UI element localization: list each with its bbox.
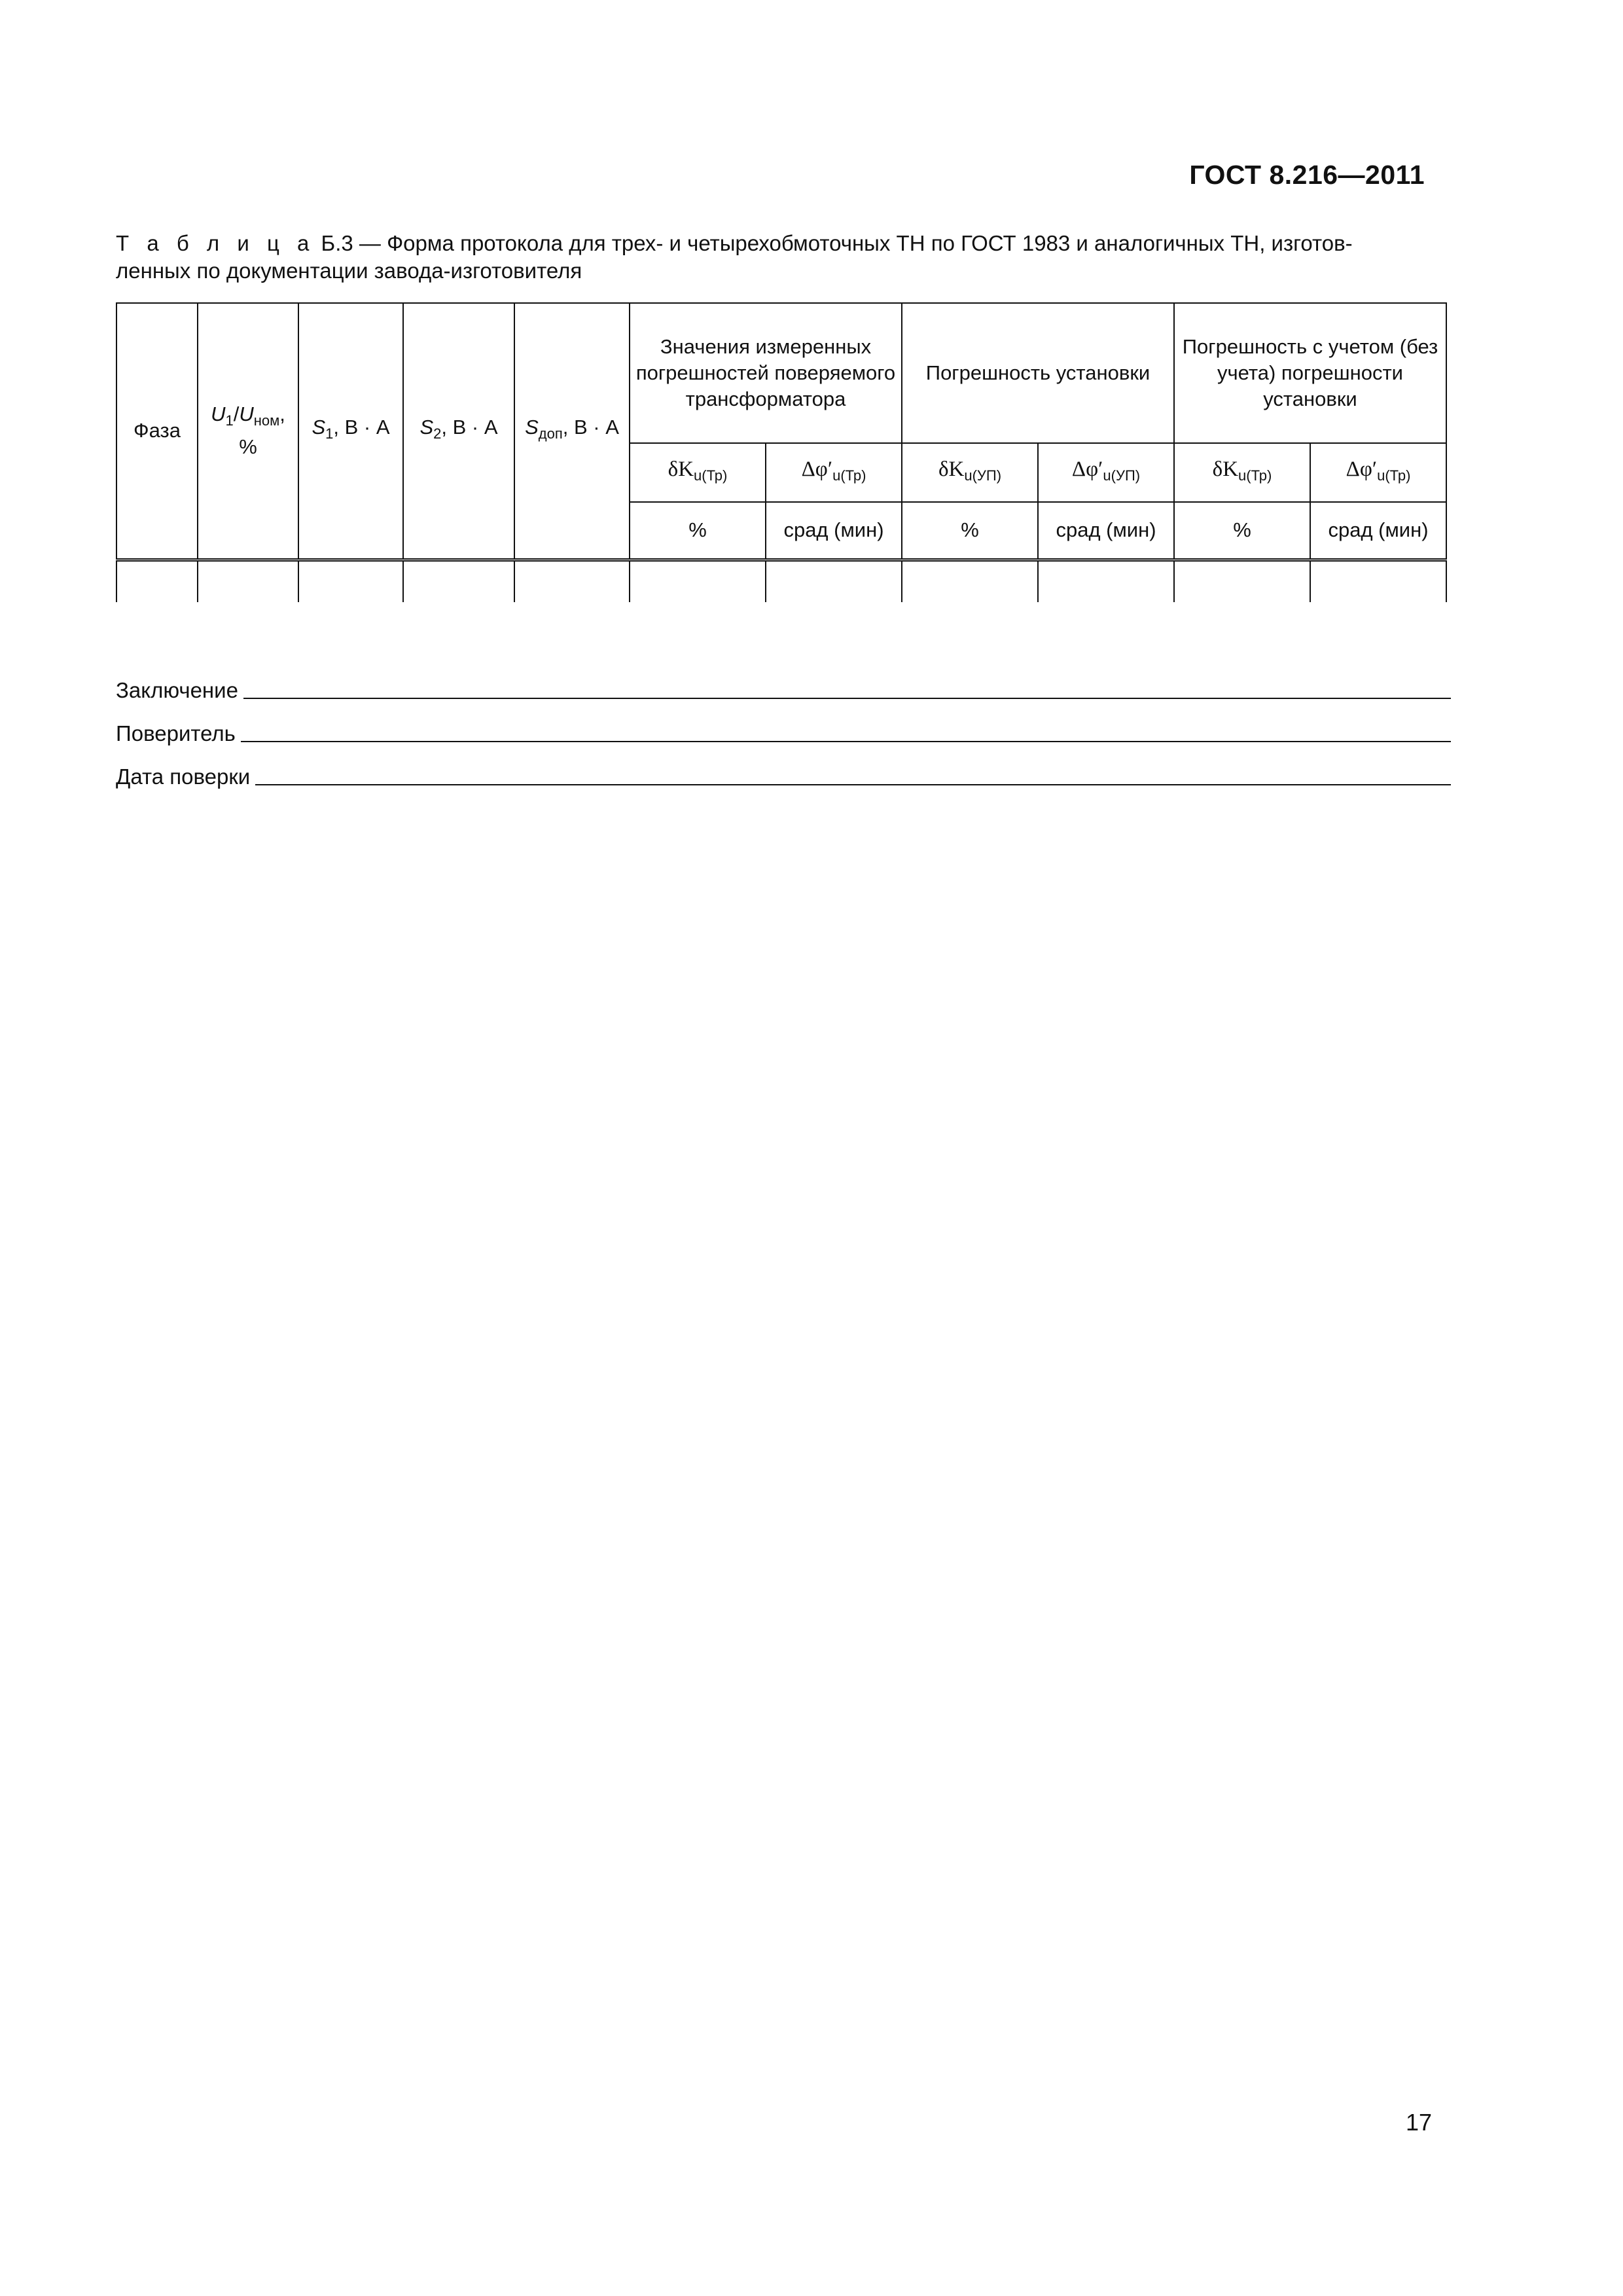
conclusion-line	[243, 697, 1451, 699]
header-error-with-setup: Погрешность с учетом (без учета) погрешности установки	[1174, 303, 1446, 443]
subheader-dk-up: $\delta K_{u(УП)}$	[902, 443, 1038, 502]
header-phase: Фаза	[116, 303, 198, 560]
page-number: 17	[1406, 2109, 1433, 2136]
table-cell[interactable]	[902, 560, 1038, 602]
conclusion-field[interactable]	[116, 674, 1451, 703]
caption-number: Б.3	[321, 231, 353, 255]
table-caption	[116, 230, 1435, 285]
verification-date-field[interactable]	[116, 761, 1451, 789]
verification-date-label: Дата поверки	[116, 764, 251, 789]
table-cell[interactable]	[198, 560, 298, 602]
verification-date-line	[255, 783, 1451, 785]
verifier-field[interactable]	[116, 717, 1451, 746]
unit-cell: срад (мин)	[1038, 502, 1174, 560]
table-cell[interactable]	[116, 560, 198, 602]
unit-cell: %	[1174, 502, 1310, 560]
table-cell[interactable]	[1174, 560, 1310, 602]
table-row	[116, 560, 1446, 602]
caption-text-line1: — Форма протокола для трех- и четырехобмоточных ТН по ГОСТ 1983 и аналогичных ТН, изготов-	[353, 231, 1353, 255]
document-standard-header: ГОСТ 8.216—2011	[1189, 160, 1425, 190]
caption-text-line2: ленных по документации завода-изготовителя	[116, 259, 582, 283]
header-voltage-ratio: $U_1/U_{ном}$, %	[198, 303, 298, 560]
header-setup-error: Погрешность установки	[902, 303, 1174, 443]
header-s2-load: $S_2$, В · А	[403, 303, 514, 560]
verifier-line	[241, 740, 1451, 742]
subheader-dk-tr: $\delta K_{u(Тр)}$	[630, 443, 766, 502]
header-s1-load: $S_1$, В · А	[298, 303, 403, 560]
table-cell[interactable]	[630, 560, 766, 602]
conclusion-label: Заключение	[116, 678, 238, 702]
unit-cell: срад (мин)	[1310, 502, 1446, 560]
verifier-label: Поверитель	[116, 721, 236, 745]
unit-cell: %	[902, 502, 1038, 560]
table-cell[interactable]	[514, 560, 630, 602]
header-measured-errors: Значения измеренных погрешностей поверяемого трансформатора	[630, 303, 902, 443]
subheader-dphi-tr: $\Delta\varphi'_{u(Тр)}$	[766, 443, 902, 502]
table-cell[interactable]	[298, 560, 403, 602]
protocol-table	[116, 302, 1447, 602]
table-cell[interactable]	[766, 560, 902, 602]
subheader-dphi-tr-2: $\Delta\varphi'_{u(Тр)}$	[1310, 443, 1446, 502]
unit-cell: %	[630, 502, 766, 560]
table-cell[interactable]	[403, 560, 514, 602]
table-cell[interactable]	[1038, 560, 1174, 602]
caption-prefix: Т а б л и ц а	[116, 231, 315, 255]
header-sadd-load: $S_{доп}$, В · А	[514, 303, 630, 560]
subheader-dk-tr-2: $\delta K_{u(Тр)}$	[1174, 443, 1310, 502]
subheader-dphi-up: $\Delta\varphi'_{u(УП)}$	[1038, 443, 1174, 502]
unit-cell: срад (мин)	[766, 502, 902, 560]
table-cell[interactable]	[1310, 560, 1446, 602]
